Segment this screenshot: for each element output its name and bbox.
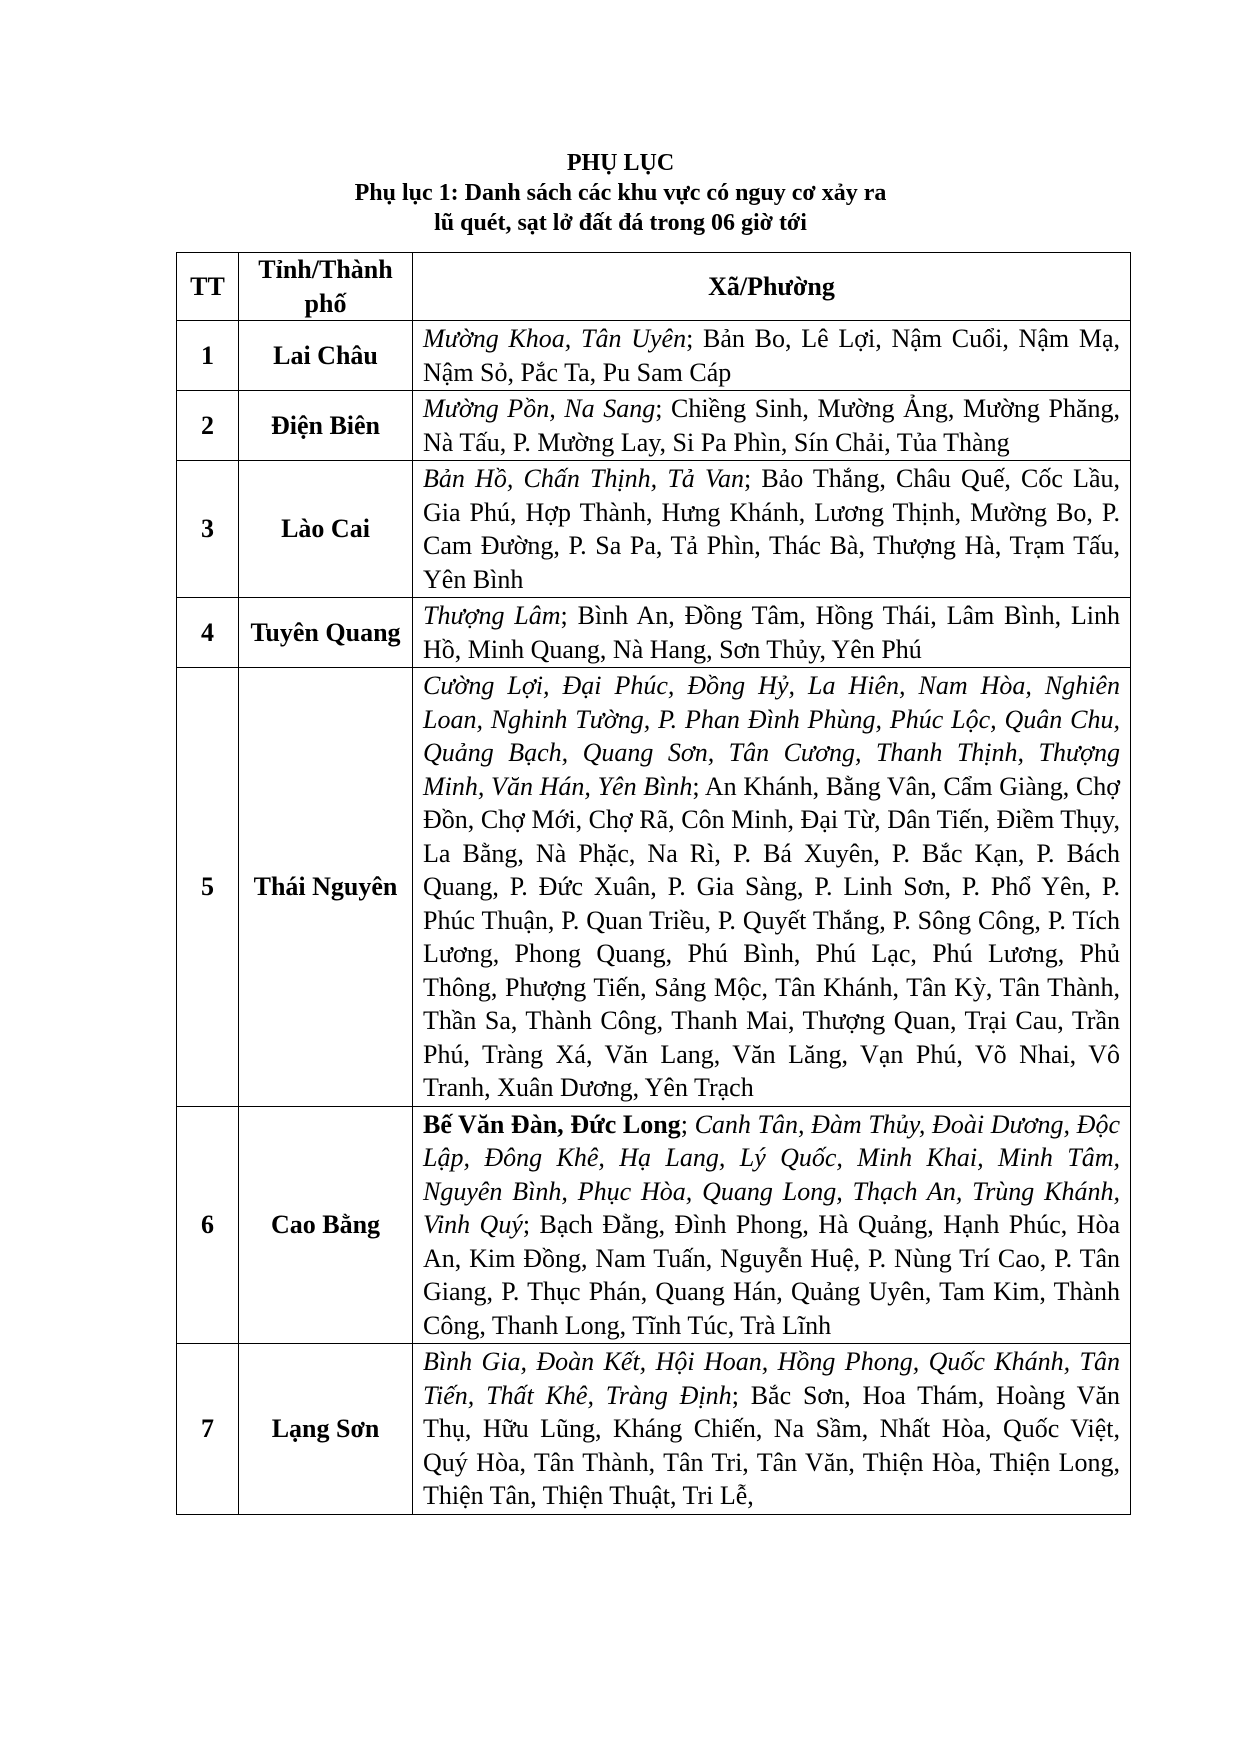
commune-list-italic: Cường Lợi, Đại Phúc, Đồng Hỷ, La Hiên, Nam Hòa, Nghiên Loan, Nghinh Tường, P. Phan Đình Phùng, Phúc Lộc, Quân Chu, Quảng Bạch, Quang Sơn, Tân Cương, Thanh Thịnh, Thượng Minh, Văn Hán, Yên Bình: [423, 671, 1120, 801]
commune-list-normal: Bảo Thắng, Châu Quế, Cốc Lầu, Gia Phú, Hợp Thành, Hưng Khánh, Lương Thịnh, Mường Bo, P. Cam Đường, P. Sa Pa, Tả Phìn, Thác Bà, Thượng Hà, Trạm Tấu, Yên Bình: [423, 464, 1120, 594]
table-row: [177, 1344, 1131, 1515]
province-name: Lạng Sơn: [239, 1344, 413, 1515]
row-number: 5: [177, 668, 239, 1107]
document-header: [0, 148, 1241, 238]
commune-list-normal: Bắc Sơn, Hoa Thám, Hoàng Văn Thụ, Hữu Lũng, Kháng Chiến, Na Sầm, Nhất Hòa, Quốc Việt, Quý Hòa, Tân Thành, Tân Tri, Tân Văn, Thiện Hòa, Thiện Long, Thiện Tân, Thiện Thuật, Tri Lễ,: [423, 1380, 1120, 1510]
row-number: 7: [177, 1344, 239, 1515]
row-number: 3: [177, 461, 239, 598]
province-name: Điện Biên: [239, 391, 413, 461]
column-header-tt: TT: [177, 253, 239, 321]
page-title: PHỤ LỤC: [566, 150, 675, 176]
table-header-row: [177, 253, 1131, 321]
commune-list-normal: Bình An, Đồng Tâm, Hồng Thái, Lâm Bình, Linh Hồ, Minh Quang, Nà Hang, Sơn Thủy, Yên Phú: [423, 601, 1120, 664]
appendix-subtitle-line2: lũ quét, sạt lở đất đá trong 06 giờ tới: [434, 210, 807, 236]
commune-list-normal: An Khánh, Bằng Vân, Cẩm Giàng, Chợ Đồn, Chợ Mới, Chợ Rã, Côn Minh, Đại Từ, Dân Tiến, Điềm Thụy, La Bằng, Nà Phặc, Na Rì, P. Bá Xuyên, P. Bắc Kạn, P. Bách Quang, P. Đức Xuân, P. Gia Sàng, P. Linh Sơn, P. Phổ Yên, P. Phúc Thuận, P. Quan Triều, P. Quyết Thắng, P. Sông Công, P. Tích Lương, Phong Quang, Phú Bình, Phú Lạc, Phú Lương, Phủ Thông, Phượng Tiến, Sảng Mộc, Tân Khánh, Tân Kỳ, Tân Thành, Thần Sa, Thành Công, Thanh Mai, Thượng Quan, Trại Cau, Trần Phú, Tràng Xá, Văn Lang, Văn Lăng, Vạn Phú, Võ Nhai, Vô Tranh, Xuân Dương, Yên Trạch: [423, 771, 1120, 1102]
commune-list-separator: ;: [692, 771, 705, 801]
commune-list: [413, 598, 1131, 668]
commune-list: [413, 1106, 1131, 1344]
commune-list-separator: ;: [731, 1380, 751, 1410]
province-name: Cao Bằng: [239, 1106, 413, 1344]
commune-list: [413, 461, 1131, 598]
table-row: [177, 321, 1131, 391]
table-row: [177, 598, 1131, 668]
row-number: 1: [177, 321, 239, 391]
table-row: [177, 668, 1131, 1107]
province-name: Lai Châu: [239, 321, 413, 391]
commune-list-separator: ;: [522, 1210, 540, 1239]
risk-area-table: [176, 252, 1131, 1515]
commune-list-italic: Bản Hồ, Chấn Thịnh, Tả Van: [423, 464, 744, 493]
commune-list-normal: Chiềng Sinh, Mường Ảng, Mường Phăng, Nà Tấu, P. Mường Lay, Si Pa Phìn, Sín Chải, Tủa Thàng: [423, 394, 1120, 457]
row-number: 6: [177, 1106, 239, 1344]
column-header-province: Tỉnh/Thành phố: [239, 253, 413, 321]
commune-list-normal: Bạch Đằng, Đình Phong, Hà Quảng, Hạnh Phúc, Hòa An, Kim Đồng, Nam Tuấn, Nguyễn Huệ, P. Nùng Trí Cao, P. Tân Giang, P. Thục Phán, Quang Hán, Quảng Uyên, Tam Kim, Thành Công, Thanh Long, Tĩnh Túc, Trà Lĩnh: [423, 1210, 1120, 1340]
commune-list-separator: ;: [560, 601, 578, 630]
table-row: [177, 391, 1131, 461]
row-number: 2: [177, 391, 239, 461]
commune-list-separator: ;: [655, 394, 672, 423]
table-row: [177, 1106, 1131, 1344]
commune-list: [413, 321, 1131, 391]
province-name: Tuyên Quang: [239, 598, 413, 668]
commune-list-separator: ;: [686, 324, 704, 353]
appendix-subtitle-line1: Phụ lục 1: Danh sách các khu vực có nguy cơ xảy ra: [354, 180, 887, 206]
table-row: [177, 461, 1131, 598]
commune-list-italic: Thượng Lâm: [423, 601, 561, 630]
commune-list-separator: ;: [743, 464, 762, 493]
column-header-commune: Xã/Phường: [413, 253, 1131, 321]
commune-list: [413, 668, 1131, 1107]
commune-list-normal: Bản Bo, Lê Lợi, Nậm Cuổi, Nậm Mạ, Nậm Sỏ, Pắc Ta, Pu Sam Cáp: [423, 324, 1120, 387]
commune-list-separator: ;: [680, 1109, 695, 1139]
row-number: 4: [177, 598, 239, 668]
commune-list: [413, 1344, 1131, 1515]
commune-list-italic: Mường Pồn, Na Sang: [423, 394, 656, 423]
commune-list-italic: Bình Gia, Đoàn Kết, Hội Hoan, Hồng Phong, Quốc Khánh, Tân Tiến, Thất Khê, Tràng Định: [423, 1347, 1120, 1410]
commune-list-italic: Canh Tân, Đàm Thủy, Đoài Dương, Độc Lập, Đông Khê, Hạ Lang, Lý Quốc, Minh Khai, Minh Tâm, Nguyên Bình, Phục Hòa, Quang Long, Thạch An, Trùng Khánh, Vinh Quý: [423, 1109, 1120, 1239]
province-name: Thái Nguyên: [239, 668, 413, 1107]
commune-list-bold: Bế Văn Đàn, Đức Long: [423, 1109, 681, 1139]
province-name: Lào Cai: [239, 461, 413, 598]
commune-list: [413, 391, 1131, 461]
commune-list-italic: Mường Khoa, Tân Uyên: [423, 324, 687, 353]
